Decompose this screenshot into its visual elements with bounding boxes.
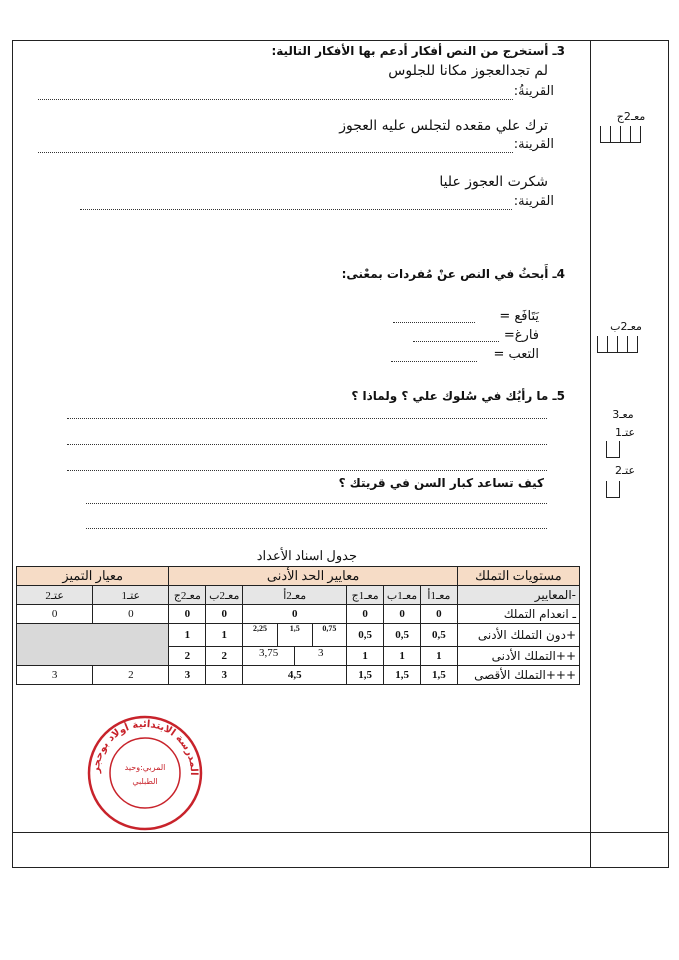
q5-answer-line-5[interactable] — [86, 528, 547, 529]
q4-title: 4ـ أَبحثُ في النص عنْ مُفردات بمعْنى: — [341, 267, 565, 281]
stamp-center-line-1: المربي:وحيد — [124, 763, 166, 772]
table-row — [17, 624, 580, 647]
cell: 0 — [347, 605, 384, 624]
cell: 3 — [169, 666, 206, 685]
header-levels: مستويات التملك — [457, 567, 579, 586]
q4-word-2: فارغ= — [503, 328, 539, 343]
subheader-m1a: معـ1أ — [421, 586, 458, 605]
level-label: ++التملك الأدنى — [457, 647, 579, 666]
cell: 1 — [347, 647, 384, 666]
cell: 2 — [169, 647, 206, 666]
q3-answer-line-2[interactable] — [38, 152, 513, 153]
score-box-m2c[interactable] — [600, 126, 640, 143]
cell: 3 — [206, 666, 243, 685]
school-stamp — [86, 714, 204, 832]
q3-idea-2: ترك علي مقعده لتجلس عليه العجوز — [339, 118, 548, 134]
cell: 0 — [421, 605, 458, 624]
subheader-e2: عتـ2 — [17, 586, 93, 605]
q5-answer-line-3[interactable] — [67, 470, 547, 471]
subheader-m2c: معـ2ج — [169, 586, 206, 605]
header-min-criteria: معايير الحد الأدنى — [169, 567, 457, 586]
cell: 2,25 — [253, 624, 268, 633]
q4-answer-line-2[interactable] — [413, 341, 499, 342]
cell: 1 — [421, 647, 458, 666]
q3-clue-label-2: القرينة: — [513, 137, 554, 152]
q5-answer-line-4[interactable] — [86, 503, 547, 504]
table-row — [17, 605, 580, 624]
stamp-inner-ring — [110, 738, 180, 808]
cell: 1 — [206, 624, 243, 647]
cell: 0,5 — [347, 624, 384, 647]
subheader-criteria: -المعايير — [457, 586, 579, 605]
cell: 3,75 — [259, 647, 279, 659]
margin-label-e1: عتـ1 — [614, 426, 636, 439]
score-box-e2[interactable] — [606, 481, 620, 498]
grading-table — [16, 566, 580, 685]
q3-answer-line-1[interactable] — [38, 99, 513, 100]
margin-label-m2b: معـ2ب — [610, 320, 642, 333]
cell: 1,5 — [384, 666, 421, 685]
subheader-e1: عتـ1 — [93, 586, 169, 605]
q5-title: 5ـ ما رأيُك في سُلوك علي ؟ ولماذا ؟ — [351, 389, 565, 403]
cell: 3 — [17, 666, 93, 685]
subheader-m1c: معـ1ج — [347, 586, 384, 605]
cell: 0,5 — [421, 624, 458, 647]
cell: 1 — [169, 624, 206, 647]
score-box-e1[interactable] — [606, 441, 620, 458]
q5-question-2: كيف تساعد كبار السن في قريتك ؟ — [338, 476, 544, 490]
stamp-outer-ring — [89, 717, 201, 829]
q3-answer-line-3[interactable] — [80, 209, 512, 210]
subheader-m1b: معـ1ب — [384, 586, 421, 605]
q4-word-1: يَتَافَع = — [499, 309, 539, 324]
cell: 0,75 — [312, 624, 347, 646]
cell: 2 — [93, 666, 169, 685]
level-label: +++التملك الأقصى — [457, 666, 579, 685]
empty-cell — [17, 624, 169, 666]
q3-idea-1: لم تجدالعجوز مكانا للجلوس — [388, 63, 548, 79]
q5-answer-line-1[interactable] — [67, 418, 547, 419]
margin-divider — [590, 40, 591, 868]
score-box-m2b[interactable] — [597, 336, 637, 353]
cell: 0 — [206, 605, 243, 624]
subheader-m2a: معـ2أ — [243, 586, 347, 605]
split-cell — [243, 624, 347, 647]
q3-idea-3: شكرت العجوز عليا — [439, 174, 548, 190]
cell: 4,5 — [243, 666, 347, 685]
level-label: +دون التملك الأدنى — [457, 624, 579, 647]
level-label: ـ انعدام التملك — [457, 605, 579, 624]
q4-word-3: التعب = — [493, 347, 539, 362]
cell: 0 — [243, 605, 347, 624]
cell: 0 — [169, 605, 206, 624]
q5-answer-line-2[interactable] — [67, 444, 547, 445]
stamp-center-line-2: الطبلبي — [132, 777, 158, 786]
cell: 3 — [294, 647, 346, 665]
stamp-ring-text: المدرسة الابتدائية أولاد بوحجر — [90, 718, 200, 776]
table-row — [17, 666, 580, 685]
subheader-m2b: معـ2ب — [206, 586, 243, 605]
cell: 1,5 — [421, 666, 458, 685]
cell: 1,5 — [277, 624, 312, 646]
q3-clue-label-1: القرينةُ: — [513, 84, 554, 99]
margin-label-e2: عتـ2 — [614, 464, 636, 477]
cell: 1 — [384, 647, 421, 666]
margin-label-m3: معـ3 — [612, 408, 634, 421]
q3-clue-label-3: القرينة: — [513, 194, 554, 209]
split-cell — [243, 647, 347, 666]
q3-title: 3ـ أستخرج من النص أفكار أدعم بها الأفكار التالية: — [271, 44, 565, 58]
cell: 0,5 — [384, 624, 421, 647]
cell: 0 — [93, 605, 169, 624]
table-caption: جدول اسناد الأعداد — [256, 548, 357, 563]
cell: 1,5 — [347, 666, 384, 685]
cell: 0 — [384, 605, 421, 624]
footer-divider — [12, 832, 669, 833]
q4-answer-line-3[interactable] — [391, 361, 477, 362]
cell: 2 — [206, 647, 243, 666]
cell: 0 — [17, 605, 93, 624]
margin-label-m2c: معـ2ج — [616, 110, 646, 123]
q4-answer-line-1[interactable] — [393, 322, 475, 323]
header-excellence: معيار التميز — [17, 567, 169, 586]
